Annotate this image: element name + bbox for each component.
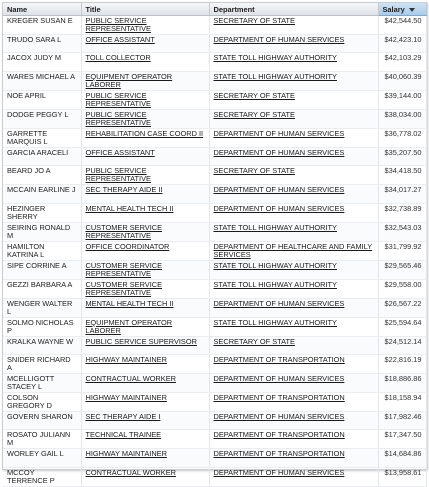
column-header-title[interactable] (81, 3, 209, 16)
department-link[interactable]: DEPARTMENT OF HEALTHCARE AND FAMILY SERVICES (209, 241, 378, 260)
title-link[interactable]: CUSTOMER SERVICE REPRESENTATIVE (81, 222, 209, 241)
column-header-label: Department (213, 4, 255, 14)
name-cell: GARRETTE MARQUIS L (3, 128, 81, 147)
department-link[interactable]: DEPARTMENT OF HUMAN SERVICES (209, 185, 378, 203)
department-link[interactable]: SECRETARY OF STATE (209, 90, 378, 109)
name-cell: KREGER SUSAN E (3, 16, 81, 35)
name-cell: SEIRING RONALD M (3, 222, 81, 241)
table-row[interactable] (3, 260, 426, 279)
department-link[interactable]: STATE TOLL HIGHWAY AUTHORITY (209, 53, 378, 71)
table-row[interactable] (3, 185, 426, 203)
salary-cell: $29,565.46 (378, 260, 426, 279)
table-row[interactable] (3, 128, 426, 147)
table-row[interactable] (3, 449, 426, 467)
salary-cell: $34,418.50 (378, 166, 426, 185)
name-cell: SOLMO NICHOLAS P (3, 317, 81, 336)
title-link[interactable]: PUBLIC SERVICE REPRESENTATIVE (81, 109, 209, 128)
salary-cell: $35,207.50 (378, 147, 426, 165)
salary-cell: $42,103.29 (378, 53, 426, 71)
table-row[interactable] (3, 147, 426, 165)
department-link[interactable]: STATE TOLL HIGHWAY AUTHORITY (209, 222, 378, 241)
sort-descending-icon (409, 8, 415, 12)
department-link[interactable]: DEPARTMENT OF HUMAN SERVICES (209, 35, 378, 53)
title-link[interactable]: HIGHWAY MAINTAINER (81, 449, 209, 467)
table-row[interactable] (3, 336, 426, 354)
table-body (3, 16, 426, 487)
name-cell: GEZZI BARBARA A (3, 279, 81, 298)
salary-cell: $26,567.22 (378, 298, 426, 317)
table-row[interactable] (3, 71, 426, 90)
salary-table (3, 3, 427, 487)
title-link[interactable]: CONTRACTUAL WORKER (81, 467, 209, 486)
name-cell: BEARD JO A (3, 166, 81, 185)
title-link[interactable]: PUBLIC SERVICE REPRESENTATIVE (81, 16, 209, 35)
salary-cell: $32,738.89 (378, 203, 426, 222)
table-row[interactable] (3, 430, 426, 449)
column-header-salary[interactable] (378, 3, 426, 16)
title-link[interactable]: MENTAL HEALTH TECH II (81, 203, 209, 222)
salary-cell: $14,684.86 (378, 449, 426, 467)
salary-cell: $29,558.00 (378, 279, 426, 298)
table-row[interactable] (3, 317, 426, 336)
column-header-label: Title (85, 4, 101, 14)
salary-cell: $25,594.64 (378, 317, 426, 336)
salary-cell: $36,778.02 (378, 128, 426, 147)
name-cell: KRALKA WAYNE W (3, 336, 81, 354)
salary-cell: $17,982.46 (378, 411, 426, 429)
name-cell: SNIDER RICHARD A (3, 354, 81, 373)
name-cell: MCCAIN EARLINE J (3, 185, 81, 203)
department-link[interactable]: DEPARTMENT OF HUMAN SERVICES (209, 147, 378, 165)
name-cell: MCELLIGOTT STACEY L (3, 373, 81, 392)
department-link[interactable]: SECRETARY OF STATE (209, 16, 378, 35)
table-row[interactable] (3, 90, 426, 109)
title-link[interactable]: HIGHWAY MAINTAINER (81, 354, 209, 373)
title-link[interactable]: CONTRACTUAL WORKER (81, 373, 209, 392)
name-cell: SIPE CORRINE A (3, 260, 81, 279)
department-link[interactable]: DEPARTMENT OF HUMAN SERVICES (209, 128, 378, 147)
name-cell: ROSATO JULIANN M (3, 430, 81, 449)
name-cell: HEZINGER SHERRY (3, 203, 81, 222)
department-link[interactable]: DEPARTMENT OF TRANSPORTATION (209, 449, 378, 467)
salary-cell: $18,158.94 (378, 392, 426, 411)
department-link[interactable]: DEPARTMENT OF HUMAN SERVICES (209, 467, 378, 486)
table-row[interactable] (3, 373, 426, 392)
column-header-department[interactable] (209, 3, 378, 16)
name-cell: WENGER WALTER L (3, 298, 81, 317)
department-link[interactable]: DEPARTMENT OF HUMAN SERVICES (209, 203, 378, 222)
salary-cell: $39,144.00 (378, 90, 426, 109)
table-row[interactable] (3, 35, 426, 53)
department-link[interactable]: DEPARTMENT OF HUMAN SERVICES (209, 298, 378, 317)
department-link[interactable]: SECRETARY OF STATE (209, 109, 378, 128)
title-link[interactable]: EQUIPMENT OPERATOR LABORER (81, 317, 209, 336)
department-link[interactable]: SECRETARY OF STATE (209, 336, 378, 354)
title-link[interactable]: TOLL COLLECTOR (81, 53, 209, 71)
name-cell: COLSON GREGORY D (3, 392, 81, 411)
table-row[interactable] (3, 16, 426, 35)
table-row[interactable] (3, 166, 426, 185)
department-link[interactable]: DEPARTMENT OF TRANSPORTATION (209, 392, 378, 411)
salary-cell: $31,799.92 (378, 241, 426, 260)
salary-cell: $18,886.86 (378, 373, 426, 392)
salary-cell: $34,017.27 (378, 185, 426, 203)
title-link[interactable]: HIGHWAY MAINTAINER (81, 392, 209, 411)
name-cell: WARES MICHAEL A (3, 71, 81, 90)
salary-cell: $42,544.50 (378, 16, 426, 35)
title-link[interactable]: MENTAL HEALTH TECH II (81, 298, 209, 317)
name-cell: TRUDO SARA L (3, 35, 81, 53)
salary-cell: $24,512.14 (378, 336, 426, 354)
department-link[interactable]: DEPARTMENT OF HUMAN SERVICES (209, 411, 378, 429)
title-link[interactable]: EQUIPMENT OPERATOR LABORER (81, 71, 209, 90)
title-link[interactable]: TECHNICAL TRAINEE (81, 430, 209, 449)
name-cell: JACOX JUDY M (3, 53, 81, 71)
column-header-label: Salary (382, 4, 405, 14)
column-header-name[interactable] (3, 3, 81, 16)
department-link[interactable]: STATE TOLL HIGHWAY AUTHORITY (209, 260, 378, 279)
salary-cell: $42,423.10 (378, 35, 426, 53)
department-link[interactable]: DEPARTMENT OF TRANSPORTATION (209, 430, 378, 449)
table-row[interactable] (3, 279, 426, 298)
title-link[interactable]: SEC THERAPY AIDE II (81, 185, 209, 203)
name-cell: GOVERN SHARON (3, 411, 81, 429)
salary-cell: $40,060.39 (378, 71, 426, 90)
name-cell: WORLEY GAIL L (3, 449, 81, 467)
table-row[interactable] (3, 298, 426, 317)
table-row[interactable] (3, 354, 426, 373)
name-cell: DODGE PEGGY L (3, 109, 81, 128)
department-link[interactable]: SECRETARY OF STATE (209, 166, 378, 185)
salary-cell: $38,034.00 (378, 109, 426, 128)
title-link[interactable]: REHABILITATION CASE COORD II (81, 128, 209, 147)
table-row[interactable] (3, 411, 426, 429)
department-link[interactable]: STATE TOLL HIGHWAY AUTHORITY (209, 71, 378, 90)
name-cell: NOE APRIL (3, 90, 81, 109)
table-row[interactable] (3, 467, 426, 486)
salary-cell: $22,816.19 (378, 354, 426, 373)
table-row[interactable] (3, 222, 426, 241)
department-link[interactable]: DEPARTMENT OF TRANSPORTATION (209, 354, 378, 373)
name-cell: MCCOY TERRENCE P (3, 467, 81, 486)
title-link[interactable]: PUBLIC SERVICE SUPERVISOR (81, 336, 209, 354)
table-row[interactable] (3, 392, 426, 411)
column-header-label: Name (7, 4, 28, 14)
name-cell: GARCIA ARACELI (3, 147, 81, 165)
title-link[interactable]: SEC THERAPY AIDE I (81, 411, 209, 429)
name-cell: HAMILTON KATRINA L (3, 241, 81, 260)
title-link[interactable]: OFFICE ASSISTANT (81, 147, 209, 165)
department-link[interactable]: DEPARTMENT OF HUMAN SERVICES (209, 373, 378, 392)
title-link[interactable]: CUSTOMER SERVICE REPRESENTATIVE (81, 260, 209, 279)
title-link[interactable]: OFFICE ASSISTANT (81, 35, 209, 53)
salary-table-frame (2, 2, 427, 485)
salary-cell: $17,347.50 (378, 430, 426, 449)
department-link[interactable]: STATE TOLL HIGHWAY AUTHORITY (209, 279, 378, 298)
salary-cell: $13,958.61 (378, 467, 426, 486)
table-row[interactable] (3, 53, 426, 71)
table-header (3, 3, 426, 16)
title-link[interactable]: PUBLIC SERVICE REPRESENTATIVE (81, 90, 209, 109)
title-link[interactable]: OFFICE COORDINATOR (81, 241, 209, 260)
title-link[interactable]: PUBLIC SERVICE REPRESENTATIVE (81, 166, 209, 185)
salary-cell: $32,543.03 (378, 222, 426, 241)
title-link[interactable]: CUSTOMER SERVICE REPRESENTATIVE (81, 279, 209, 298)
department-link[interactable]: STATE TOLL HIGHWAY AUTHORITY (209, 317, 378, 336)
table-row[interactable] (3, 203, 426, 222)
table-row[interactable] (3, 241, 426, 260)
table-row[interactable] (3, 109, 426, 128)
